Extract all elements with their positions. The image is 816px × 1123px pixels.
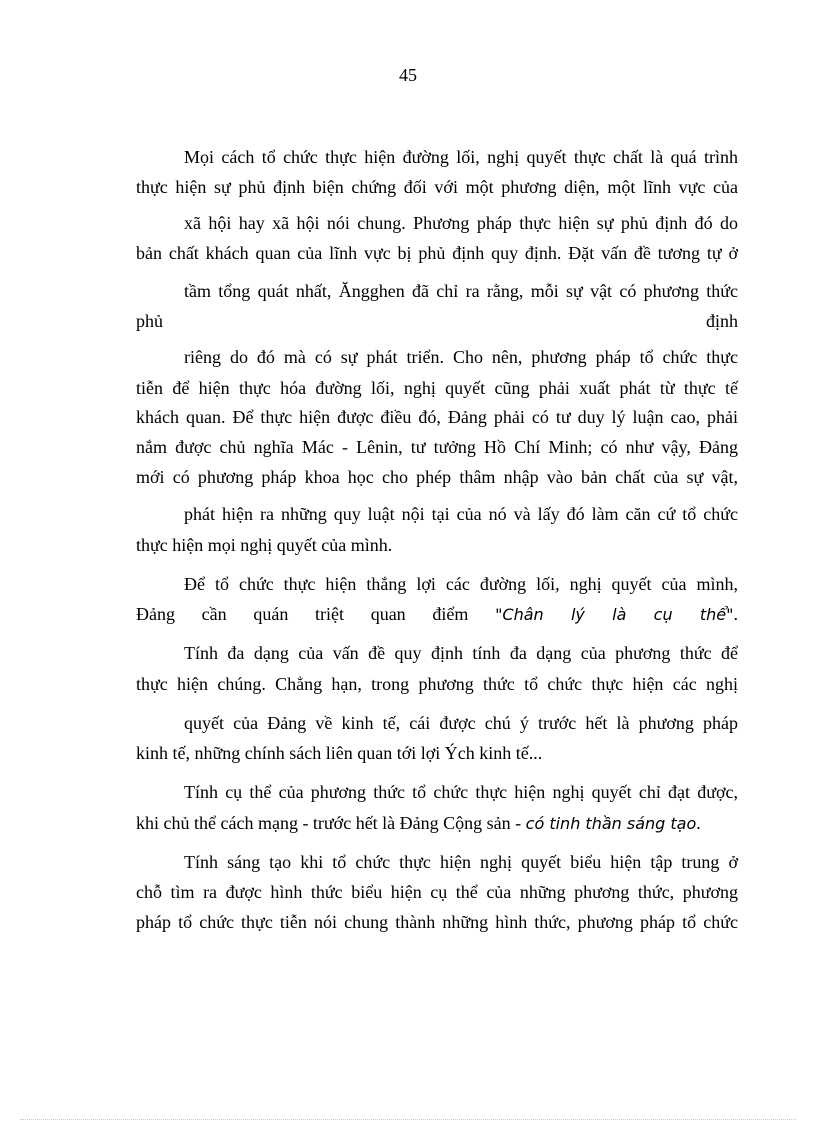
text-line: Mọi cách tổ chức thực hiện đường lối, nghị quyết thực chất là quá trình xyxy=(184,147,738,167)
text-line: quyết của Đảng về kinh tế, cái được chú ý trước hết là phương pháp xyxy=(184,713,738,733)
text-span: . xyxy=(696,813,701,833)
text-line: chỗ tìm ra được hình thức biểu hiện cụ thể của những phương thức, phương xyxy=(136,882,738,902)
text-line: thực hiện mọi nghị quyết của mình. xyxy=(136,535,393,555)
text-line: nắm được chủ nghĩa Mác - Lênin, tư tưởng Hồ Chí Minh; có như vậy, Đảng xyxy=(136,437,738,457)
text-line: tiễn để hiện thực hóa đường lối, nghị quyết cũng phải xuất phát từ thực tế xyxy=(136,378,738,398)
text-line xyxy=(136,812,738,835)
page-bottom-rule xyxy=(20,1119,796,1120)
text-line-end: định xyxy=(705,311,738,331)
text-line: tầm tổng quát nhất, Ăngghen đã chỉ ra rằng, mỗi sự vật có phương thức xyxy=(184,281,738,301)
text-line-start: phủ xyxy=(136,311,163,331)
text-line: kinh tế, những chính sách liên quan tới lợi Ých kinh tế... xyxy=(136,743,543,763)
text-line: mới có phương pháp khoa học cho phép thâm nhập vào bản chất của sự vật, xyxy=(136,467,738,487)
text-line: thực hiện chúng. Chẳng hạn, trong phương thức tổ chức thực hiện các nghị xyxy=(136,674,738,694)
text-line: pháp tổ chức thực tiễn nói chung thành những hình thức, phương pháp tổ chức xyxy=(136,912,738,932)
page-number: 45 xyxy=(399,65,417,85)
quoted-phrase: "Chân lý là cụ thể" xyxy=(495,605,734,624)
text-line: riêng do đó mà có sự phát triển. Cho nên, phương pháp tổ chức thực xyxy=(184,347,738,367)
text-line: phát hiện ra những quy luật nội tại của nó và lấy đó làm căn cứ tổ chức xyxy=(184,504,738,524)
emphasized-phrase: có tinh thần sáng tạo xyxy=(525,814,697,833)
text-line: khách quan. Để thực hiện được điều đó, Đảng phải có tư duy lý luận cao, phải xyxy=(136,407,738,427)
text-span: . xyxy=(733,604,738,624)
text-line: bản chất khách quan của lĩnh vực bị phủ định quy định. Đặt vấn đề tương tự ở xyxy=(136,243,738,263)
text-line: thực hiện sự phủ định biện chứng đối với một phương diện, một lĩnh vực của xyxy=(136,177,738,197)
text-span: khi chủ thể cách mạng - trước hết là Đảng Cộng sản - xyxy=(136,813,526,833)
text-line: xã hội hay xã hội nói chung. Phương pháp thực hiện sự phủ định đó do xyxy=(184,213,738,233)
text-line: Tính đa dạng của vấn đề quy định tính đa dạng của phương thức để xyxy=(184,643,738,663)
text-line: Tính cụ thể của phương thức tổ chức thực hiện nghị quyết chỉ đạt được, xyxy=(184,782,738,802)
text-line: Tính sáng tạo khi tổ chức thực hiện nghị quyết biểu hiện tập trung ở xyxy=(184,852,738,872)
text-span: Đảng cần quán triệt quan điểm xyxy=(136,604,496,624)
text-line: Để tổ chức thực hiện thắng lợi các đường lối, nghị quyết của mình, xyxy=(184,574,738,594)
text-line xyxy=(136,603,738,626)
